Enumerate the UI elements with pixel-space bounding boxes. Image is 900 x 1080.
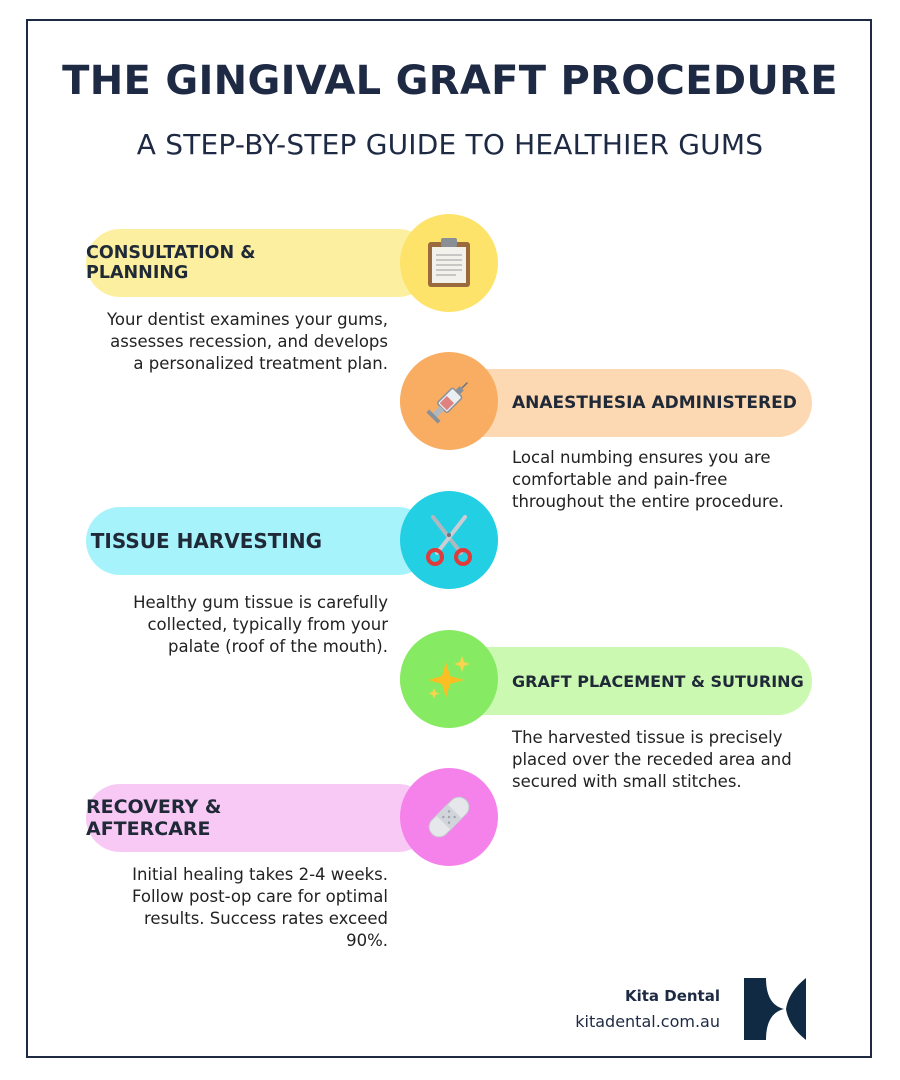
syringe-icon <box>422 374 476 428</box>
step-5-circle <box>400 768 498 866</box>
step-3-label: TISSUE HARVESTING <box>90 529 322 553</box>
page-title: THE GINGIVAL GRAFT PROCEDURE <box>62 58 838 104</box>
footer-brand: Kita Dental <box>624 987 720 1005</box>
step-1-circle <box>400 214 498 312</box>
step-3-description: Healthy gum tissue is carefully collected, typically from your palate (roof of the mouth). <box>133 593 388 656</box>
step-1-label: CONSULTATION & PLANNING <box>86 243 256 283</box>
step-5-pill <box>86 784 432 852</box>
bandage-icon <box>422 790 476 844</box>
step-3-pill <box>86 507 432 575</box>
step-5-description: Initial healing takes 2-4 weeks. Follow post-op care for optimal results. Success rates exceed 90%. <box>131 865 388 950</box>
step-2-description: Local numbing ensures you are comfortable and pain-free throughout the entire procedure. <box>512 448 784 511</box>
kita-dental-logo-icon <box>744 978 806 1040</box>
step-5-label: RECOVERY & AFTERCARE <box>86 796 222 840</box>
step-2-circle <box>400 352 498 450</box>
step-4-description: The harvested tissue is precisely placed over the receded area and secured with small stitches. <box>512 728 792 791</box>
step-1-pill <box>86 229 432 297</box>
step-4-circle <box>400 630 498 728</box>
step-4-label: GRAFT PLACEMENT & SUTURING <box>512 671 804 691</box>
footer-url[interactable]: kitadental.com.au <box>575 1012 720 1031</box>
step-3-circle <box>400 491 498 589</box>
clipboard-icon <box>426 237 472 289</box>
scissors-icon <box>423 513 475 567</box>
sparkles-icon <box>424 654 474 704</box>
step-2-label: ANAESTHESIA ADMINISTERED <box>512 393 797 413</box>
page-subtitle: A STEP-BY-STEP GUIDE TO HEALTHIER GUMS <box>136 128 764 161</box>
step-1-description: Your dentist examines your gums, assesses recession, and develops a personalized treatment plan. <box>107 310 388 373</box>
